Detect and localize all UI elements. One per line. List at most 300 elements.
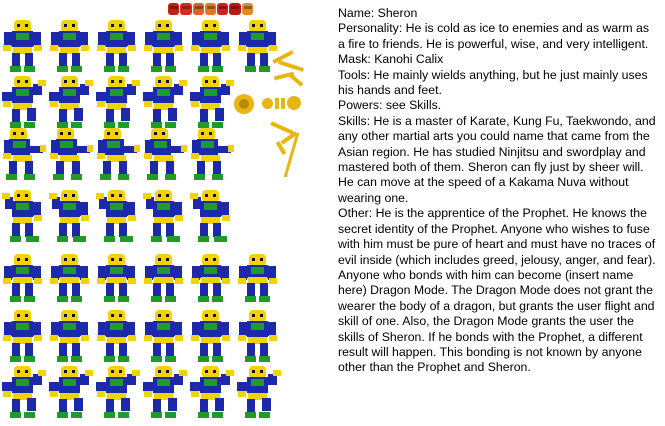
- sprite-part-hand-right: [81, 278, 89, 284]
- mask-icon-red-3: [217, 3, 228, 15]
- sprite-part-chest-plate: [204, 33, 217, 40]
- sprite-part-hand-left: [97, 101, 105, 107]
- sprite-part-arm-right: [80, 32, 88, 46]
- sprite-frame: [0, 364, 46, 420]
- sprite-part-chest-plate: [110, 267, 123, 274]
- sprite-part-chest-plate: [251, 323, 264, 330]
- sprite-part-leg-left: [200, 343, 208, 357]
- sprite-part-eye-right: [213, 314, 216, 317]
- sprite-part-hand-left: [143, 193, 151, 199]
- sprite-part-foot-left: [198, 296, 209, 302]
- sprite-part-eye-left: [205, 370, 208, 373]
- sprite-part-leg-left: [153, 399, 161, 413]
- sprite-part-leg-right: [25, 223, 33, 237]
- sprite-part-chest-plate: [63, 89, 76, 96]
- sprite-part-arm-left: [4, 322, 12, 336]
- sprite-part-eye-right: [119, 24, 122, 27]
- sprite-part-chest-plate: [251, 33, 264, 40]
- sprite-part-hand-right: [175, 278, 183, 284]
- sprite-part-foot-right: [118, 296, 129, 302]
- sprite-part-hand-left: [3, 335, 11, 341]
- sprite-part-chest-plate: [107, 141, 120, 148]
- sprite-part-foot-right: [24, 356, 35, 362]
- sprite-part-hand-left: [97, 278, 105, 284]
- sprite-part-eye-right: [72, 370, 75, 373]
- sprite-part-eye-right: [166, 80, 169, 83]
- sprite-frame: [188, 364, 234, 420]
- sprite-frame: [94, 126, 140, 182]
- mask-icon-red-4: [229, 3, 240, 15]
- sprite-part-foot-right: [259, 412, 270, 418]
- sprite-part-foot-right: [212, 296, 223, 302]
- sprite-frame: [47, 364, 93, 420]
- sprite-part-hand-left: [97, 335, 105, 341]
- sprite-part-hand-left: [144, 45, 152, 51]
- sprite-part-chest-plate: [157, 323, 170, 330]
- sprite-part-eye-left: [205, 258, 208, 261]
- sprite-part-leg-left: [106, 53, 114, 67]
- sprite-part-foot-left: [10, 236, 21, 242]
- sprite-part-foot-left: [198, 412, 209, 418]
- sprite-part-foot-left: [10, 296, 21, 302]
- sprite-part-leg-left: [106, 109, 114, 123]
- sprite-part-arm-right: [221, 202, 229, 216]
- sprite-part-eye-right: [119, 258, 122, 261]
- sprite-part-foot-right: [24, 174, 35, 180]
- sprite-part-hand-right: [132, 80, 140, 86]
- sprite-part-hand-right: [181, 145, 187, 152]
- sprite-part-hand-right: [269, 278, 277, 284]
- mask-icon-orange-1: [193, 3, 204, 15]
- sprite-part-foot-left: [10, 356, 21, 362]
- sprite-part-arm-left: [4, 32, 12, 46]
- sprite-part-leg-left: [59, 109, 67, 123]
- sprite-part-eye-left: [17, 370, 20, 373]
- sprite-part-foot-left: [104, 236, 115, 242]
- sprite-part-hand-right: [81, 335, 89, 341]
- sprite-part-leg-right: [119, 283, 127, 297]
- mask-icon-red-1: [168, 3, 179, 15]
- sprite-part-chest-plate: [110, 203, 123, 210]
- sprite-part-eye-left: [252, 370, 255, 373]
- sprite-part-arm-right: [268, 32, 276, 46]
- sprite-part-arm-left: [237, 382, 247, 391]
- sprite-part-arm-right: [80, 322, 88, 336]
- sprite-part-leg-right: [25, 53, 33, 67]
- sprite-part-hand-right: [38, 80, 46, 86]
- sprite-part-hand-right: [81, 215, 89, 221]
- sprite-part-eye-right: [72, 258, 75, 261]
- sprite-part-foot-right: [212, 174, 223, 180]
- sprite-part-foot-right: [165, 66, 176, 72]
- sprite-row-5: [0, 248, 330, 304]
- sprite-part-hand-left: [97, 153, 105, 159]
- sprite-part-foot-right: [165, 412, 176, 418]
- sprite-part-leg-right: [260, 53, 268, 67]
- sprite-part-eye-right: [72, 80, 75, 83]
- sprite-part-hand-left: [97, 391, 105, 397]
- sprite-part-eye-left: [158, 370, 161, 373]
- sprite-part-leg-left: [59, 399, 67, 413]
- sprite-part-leg-left: [200, 109, 208, 123]
- sprite-part-hand-right: [269, 335, 277, 341]
- sprite-part-hand-right: [128, 278, 136, 284]
- sprite-part-chest-plate: [251, 379, 264, 386]
- sprite-part-hand-right: [226, 370, 234, 376]
- sprite-part-arm-right: [221, 32, 229, 46]
- sprite-part-eye-left: [64, 370, 67, 373]
- sprite-part-leg-left: [106, 399, 114, 413]
- sprite-part-leg-right: [72, 283, 80, 297]
- sprite-part-arm-left: [192, 140, 200, 154]
- sprite-part-eye-left: [17, 80, 20, 83]
- sprite-part-hand-left: [191, 278, 199, 284]
- sprite-part-eye-right: [166, 370, 169, 373]
- sprite-part-foot-left: [198, 356, 209, 362]
- sprite-part-leg-left: [106, 283, 114, 297]
- character-description-panel: [338, 6, 656, 420]
- sprite-part-hand-left: [97, 45, 105, 51]
- sprite-part-eye-right: [213, 258, 216, 261]
- sprite-part-eye-left: [60, 132, 63, 135]
- sprite-part-foot-left: [57, 236, 68, 242]
- sprite-frame: [0, 308, 46, 364]
- sprite-part-hand-left: [50, 391, 58, 397]
- sprite-frame: [47, 126, 93, 182]
- sprite-part-arm-right: [268, 322, 276, 336]
- sprite-part-leg-right: [27, 108, 36, 121]
- sprite-part-hand-right: [273, 370, 281, 376]
- sprite-frame: [141, 126, 187, 182]
- sprite-part-arm-right: [33, 322, 41, 336]
- sprite-part-arm-left: [96, 382, 106, 391]
- sprite-part-eye-right: [72, 194, 75, 197]
- sprite-part-eye-left: [17, 258, 20, 261]
- sprite-part-foot-left: [198, 236, 209, 242]
- sprite-part-foot-left: [10, 66, 21, 72]
- sprite-part-eye-right: [213, 24, 216, 27]
- sprite-part-chest-plate: [16, 33, 29, 40]
- sprite-part-hand-right: [34, 215, 42, 221]
- sprite-part-leg-left: [247, 343, 255, 357]
- sprite-row-2: [0, 74, 330, 130]
- sprite-frame: [235, 248, 281, 304]
- sprite-part-hand-right: [85, 370, 93, 376]
- sprite-frame: [235, 364, 281, 420]
- sprite-part-eye-left: [158, 258, 161, 261]
- sprite-part-foot-left: [198, 66, 209, 72]
- sprite-part-chest-plate: [204, 267, 217, 274]
- sprite-part-eye-right: [209, 132, 212, 135]
- sprite-part-hand-right: [128, 45, 136, 51]
- sprite-part-eye-right: [213, 80, 216, 83]
- sprite-part-hand-right: [132, 370, 140, 376]
- sprite-part-arm-left: [239, 322, 247, 336]
- sprite-part-hand-right: [34, 278, 42, 284]
- sprite-part-foot-right: [73, 236, 86, 242]
- sprite-part-leg-right: [213, 223, 221, 237]
- sprite-part-leg-right: [25, 161, 33, 175]
- sprite-frame: [188, 18, 234, 74]
- sprite-frame: [0, 248, 46, 304]
- sprite-part-chest-plate: [63, 323, 76, 330]
- sprite-part-hand-right: [222, 45, 230, 51]
- sprite-frame: [0, 126, 46, 182]
- sprite-part-leg-left: [150, 161, 158, 175]
- sprite-part-hand-left: [50, 153, 58, 159]
- sprite-part-foot-left: [57, 66, 68, 72]
- sprite-part-foot-right: [259, 296, 270, 302]
- sprite-part-eye-right: [25, 80, 28, 83]
- sprite-part-foot-left: [53, 174, 64, 180]
- mask-icon-orange-3: [242, 3, 253, 15]
- sprite-part-arm-left: [51, 322, 59, 336]
- mask-icon-orange-2: [205, 3, 216, 15]
- sprite-part-arm-right: [127, 202, 135, 216]
- sprite-sheet-panel: [0, 0, 330, 426]
- sprite-part-foot-right: [71, 174, 82, 180]
- sprite-part-arm-left: [51, 32, 59, 46]
- sprite-part-arm-left: [96, 92, 106, 101]
- sprite-part-eye-left: [252, 314, 255, 317]
- sprite-frame: [47, 188, 93, 244]
- sprite-part-leg-left: [12, 53, 20, 67]
- sprite-part-chest-plate: [63, 267, 76, 274]
- sprite-part-leg-left: [9, 161, 17, 175]
- sprite-part-leg-right: [166, 53, 174, 67]
- sprite-part-eye-left: [13, 132, 16, 135]
- sprite-part-arm-left: [4, 140, 12, 154]
- sprite-part-leg-right: [213, 283, 221, 297]
- sprite-part-foot-right: [212, 356, 223, 362]
- sprite-part-foot-right: [118, 174, 129, 180]
- sprite-part-hand-left: [3, 45, 11, 51]
- sprite-part-eye-right: [72, 24, 75, 27]
- sprite-part-arm-left: [98, 32, 106, 46]
- sprite-frame: [94, 364, 140, 420]
- sprite-row-1: [0, 18, 330, 74]
- sprite-part-leg-left: [200, 223, 208, 237]
- sprite-frame: [188, 248, 234, 304]
- sprite-part-leg-right: [25, 343, 33, 357]
- sprite-part-foot-right: [118, 412, 129, 418]
- sprite-part-leg-right: [119, 343, 127, 357]
- sprite-part-eye-right: [25, 314, 28, 317]
- sprite-part-eye-left: [252, 258, 255, 261]
- sprite-part-chest-plate: [157, 203, 170, 210]
- sprite-frame: [188, 126, 234, 182]
- sprite-part-chest-plate: [251, 267, 264, 274]
- sprite-frame: [141, 18, 187, 74]
- sprite-frame: [94, 74, 140, 130]
- sprite-part-leg-left: [59, 53, 67, 67]
- sprite-part-arm-right: [33, 202, 41, 216]
- sprite-part-foot-left: [245, 412, 256, 418]
- sprite-part-eye-left: [205, 194, 208, 197]
- sprite-part-leg-right: [213, 53, 221, 67]
- sprite-part-eye-right: [260, 258, 263, 261]
- sprite-part-leg-right: [215, 108, 224, 121]
- sprite-part-arm-left: [145, 32, 153, 46]
- sprite-frame: [0, 18, 46, 74]
- sprite-part-foot-right: [259, 356, 270, 362]
- sprite-part-hand-left: [190, 193, 198, 199]
- sprite-part-hand-left: [50, 45, 58, 51]
- sprite-part-foot-right: [71, 412, 82, 418]
- sprite-part-chest-plate: [110, 379, 123, 386]
- sprite-part-chest-plate: [201, 141, 214, 148]
- sprite-frame: [235, 18, 281, 74]
- sprite-part-foot-left: [151, 236, 162, 242]
- sprite-part-leg-right: [119, 53, 127, 67]
- sprite-part-leg-left: [106, 343, 114, 357]
- sprite-part-leg-right: [72, 343, 80, 357]
- sprite-part-hand-right: [222, 335, 230, 341]
- sprite-part-leg-right: [260, 343, 268, 357]
- sprite-part-hand-right: [87, 145, 93, 152]
- mask-icon-strip: [168, 3, 253, 16]
- sprite-part-arm-left: [2, 382, 12, 391]
- sprite-part-foot-left: [194, 174, 205, 180]
- sprite-part-eye-right: [213, 194, 216, 197]
- sprite-frame: [94, 308, 140, 364]
- sprite-frame: [47, 248, 93, 304]
- sprite-part-chest-plate: [110, 89, 123, 96]
- sprite-part-chest-plate: [157, 267, 170, 274]
- sprite-part-eye-right: [162, 132, 165, 135]
- sprite-part-eye-left: [111, 258, 114, 261]
- sprite-part-foot-right: [71, 66, 82, 72]
- sprite-part-eye-left: [252, 24, 255, 27]
- sprite-part-hand-left: [191, 391, 199, 397]
- sprite-part-leg-left: [12, 109, 20, 123]
- sprite-row-3: [0, 126, 330, 182]
- sprite-part-leg-left: [59, 283, 67, 297]
- sprite-frame: [188, 74, 234, 130]
- character-name: Name: Sheron: [338, 6, 418, 20]
- sprite-part-arm-left: [49, 92, 59, 101]
- sprite-part-foot-left: [151, 296, 162, 302]
- sprite-row-7: [0, 364, 330, 420]
- sprite-part-chest-plate: [157, 379, 170, 386]
- sprite-frame: [0, 188, 46, 244]
- sprite-part-arm-left: [145, 322, 153, 336]
- sprite-part-eye-right: [25, 370, 28, 373]
- sprite-part-hand-right: [222, 278, 230, 284]
- sprite-part-leg-right: [25, 283, 33, 297]
- sprite-part-eye-right: [21, 132, 24, 135]
- sprite-part-arm-left: [145, 140, 153, 154]
- sprite-part-leg-left: [200, 283, 208, 297]
- sprite-part-hand-left: [50, 278, 58, 284]
- sprite-part-foot-left: [245, 66, 256, 72]
- sprite-part-foot-right: [118, 356, 129, 362]
- sprite-part-leg-left: [247, 399, 255, 413]
- sprite-part-hand-right: [81, 45, 89, 51]
- sprite-part-arm-left: [143, 92, 153, 101]
- sprite-part-hand-left: [238, 278, 246, 284]
- sprite-part-leg-right: [121, 398, 130, 411]
- sprite-part-hand-left: [144, 101, 152, 107]
- sprite-part-hand-right: [128, 215, 136, 221]
- sprite-part-chest-plate: [157, 89, 170, 96]
- sprite-part-chest-plate: [13, 141, 26, 148]
- sprite-part-foot-left: [100, 174, 111, 180]
- sprite-part-eye-right: [260, 370, 263, 373]
- sprite-part-foot-right: [259, 66, 270, 72]
- sprite-part-leg-right: [215, 398, 224, 411]
- sprite-part-hand-left: [96, 193, 104, 199]
- sprite-part-eye-left: [205, 314, 208, 317]
- sprite-part-foot-right: [165, 356, 176, 362]
- sprite-part-hand-right: [34, 45, 42, 51]
- sprite-frame: [235, 308, 281, 364]
- sprite-part-foot-right: [165, 296, 176, 302]
- sprite-part-leg-left: [56, 161, 64, 175]
- sprite-frame: [141, 74, 187, 130]
- sprite-part-hand-left: [144, 153, 152, 159]
- sprite-part-eye-left: [64, 194, 67, 197]
- sprite-part-arm-left: [239, 32, 247, 46]
- sprite-part-arm-left: [143, 382, 153, 391]
- sprite-part-leg-right: [121, 108, 130, 121]
- sprite-part-eye-left: [64, 314, 67, 317]
- sprite-part-eye-right: [68, 132, 71, 135]
- sprite-part-leg-left: [247, 283, 255, 297]
- sprite-part-leg-left: [106, 223, 114, 237]
- sprite-part-chest-plate: [154, 141, 167, 148]
- sprite-part-eye-left: [205, 80, 208, 83]
- sprite-part-hand-left: [3, 278, 11, 284]
- sprite-part-leg-right: [74, 398, 83, 411]
- sprite-part-hand-left: [191, 335, 199, 341]
- sprite-part-hand-right: [175, 215, 183, 221]
- sprite-part-hand-right: [226, 80, 234, 86]
- sprite-part-leg-right: [72, 161, 80, 175]
- sprite-part-leg-left: [12, 399, 20, 413]
- sprite-part-arm-right: [174, 32, 182, 46]
- sprite-part-eye-right: [166, 258, 169, 261]
- sprite-part-eye-left: [111, 370, 114, 373]
- sprite-part-foot-left: [245, 356, 256, 362]
- sprite-part-chest-plate: [16, 379, 29, 386]
- sprite-part-foot-right: [167, 236, 180, 242]
- sprite-part-hand-left: [50, 101, 58, 107]
- sprite-part-foot-left: [57, 296, 68, 302]
- sprite-part-eye-right: [166, 24, 169, 27]
- sprite-part-foot-left: [104, 356, 115, 362]
- sprite-part-eye-left: [111, 24, 114, 27]
- sprite-part-eye-left: [64, 80, 67, 83]
- sprite-row-6: [0, 308, 330, 364]
- sprite-part-leg-left: [59, 343, 67, 357]
- sprite-part-hand-right: [179, 80, 187, 86]
- character-other: Other: He is the apprentice of the Prophet. He knows the secret identity of the Prophet. Anyone who wishes to fuse with him must be pure of heart and must have no traces of evil inside (which includes greed, jelousy, anger, and fear). Anyone who bonds with him can become (insert name here) Dragon Mode. The Dragon Mode does not grant the wearer the body of a dragon, but grants the user flight and skill of one. Also, the Dragon Mode grants the user the skills of Sheron. If he bonds with the Prophet, a different result will happen. This bonding is not known by anyone other than the Prophet and Sheron.: [338, 206, 656, 375]
- sprite-part-leg-right: [119, 223, 127, 237]
- character-powers: Powers: see Skills.: [338, 98, 442, 113]
- sprite-part-leg-right: [72, 53, 80, 67]
- character-skills: Skills: He is a master of Karate, Kung Fu, Taekwondo, and any other martial arts you could name that came from the Asian region. He has studied Ninjitsu and swordplay and mastered both of them. Sheron can fly just by sheer will. He can move at the speed of a Kakama Nuva without wearing one.: [338, 113, 656, 205]
- sprite-part-leg-right: [166, 223, 174, 237]
- sprite-part-eye-left: [158, 194, 161, 197]
- sprite-part-leg-right: [260, 283, 268, 297]
- sprite-part-hand-left: [191, 153, 199, 159]
- sprite-part-leg-right: [27, 398, 36, 411]
- sprite-part-leg-right: [168, 398, 177, 411]
- sprite-part-foot-right: [165, 174, 176, 180]
- sprite-part-hand-left: [144, 391, 152, 397]
- sprite-part-eye-left: [154, 132, 157, 135]
